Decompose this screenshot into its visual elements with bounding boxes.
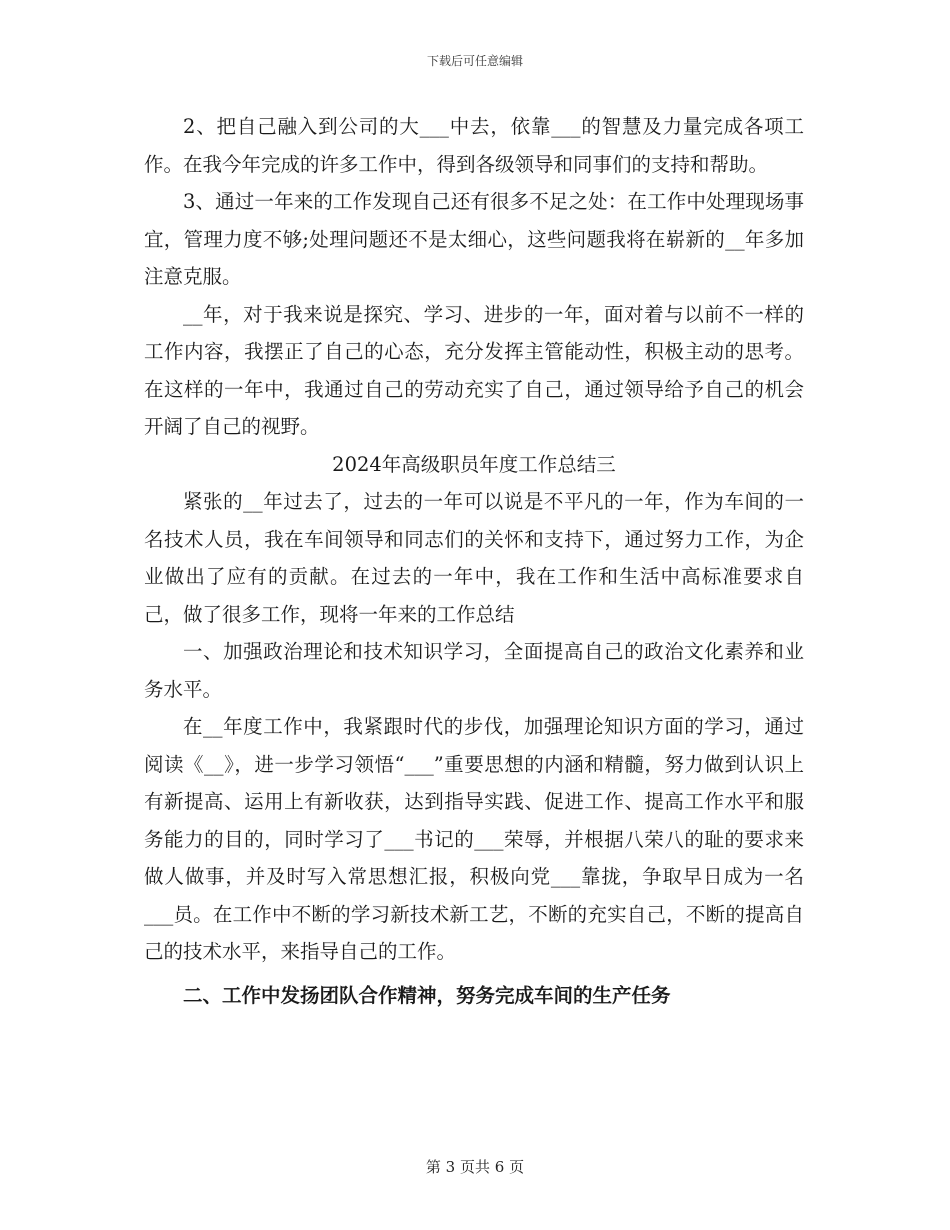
paragraph: 2、把自己融入到公司的大___中去，依靠___的智慧及力量完成各项工作。在我今年完成的许多工作中，得到各级领导和同事们的支持和帮助。 — [144, 115, 804, 176]
document-body — [144, 108, 804, 1014]
paragraph: 在__年度工作中，我紧跟时代的步伐，加强理论知识方面的学习，通过阅读《__》，进一步学习领悟“___”重要思想的内涵和精髓，努力做到认识上有新提高、运用上有新收获，达到指导实践、促进工作、提高工作水平和服务能力的目的，同时学习了___书记的___荣辱，并根据八荣八的耻的要求来做人做事，并及时写入常思想汇报，积极向党___靠拢，争取早日成为一名___员。在工作中不断的学习新技术新工艺，不断的充实自己，不断的提高自己的技术水平，来指导自己的工作。 — [144, 715, 804, 963]
paragraph: __年，对于我来说是探究、学习、进步的一年，面对着与以前不一样的工作内容，我摆正了自己的心态，充分发挥主管能动性，积极主动的思考。在这样的一年中，我通过自己的劳动充实了自己，通过领导给予自己的机会开阔了自己的视野。 — [144, 302, 804, 438]
page-header: 下载后可任意编辑 — [426, 54, 523, 68]
section-title: 2024年高级职员年度工作总结三 — [332, 452, 616, 476]
paragraph: 3、通过一年来的工作发现自己还有很多不足之处：在工作中处理现场事宜，管理力度不够;处理问题还不是太细心，这些问题我将在崭新的__年多加注意克服。 — [144, 190, 804, 288]
paragraph: 紧张的__年过去了，过去的一年可以说是不平凡的一年，作为车间的一名技术人员，我在车间领导和同志们的关怀和支持下，通过努力工作，为企业做出了应有的贡献。在过去的一年中，我在工作和生活中高标准要求自己，做了很多工作，现将一年来的工作总结 — [144, 490, 804, 626]
bold-heading: 二、工作中发扬团队合作精神，努务完成车间的生产任务 — [183, 983, 671, 1007]
page-footer: 第 3 页共 6 页 — [425, 1158, 525, 1176]
paragraph: 一、加强政治理论和技术知识学习，全面提高自己的政治文化素养和业务水平。 — [144, 640, 804, 701]
